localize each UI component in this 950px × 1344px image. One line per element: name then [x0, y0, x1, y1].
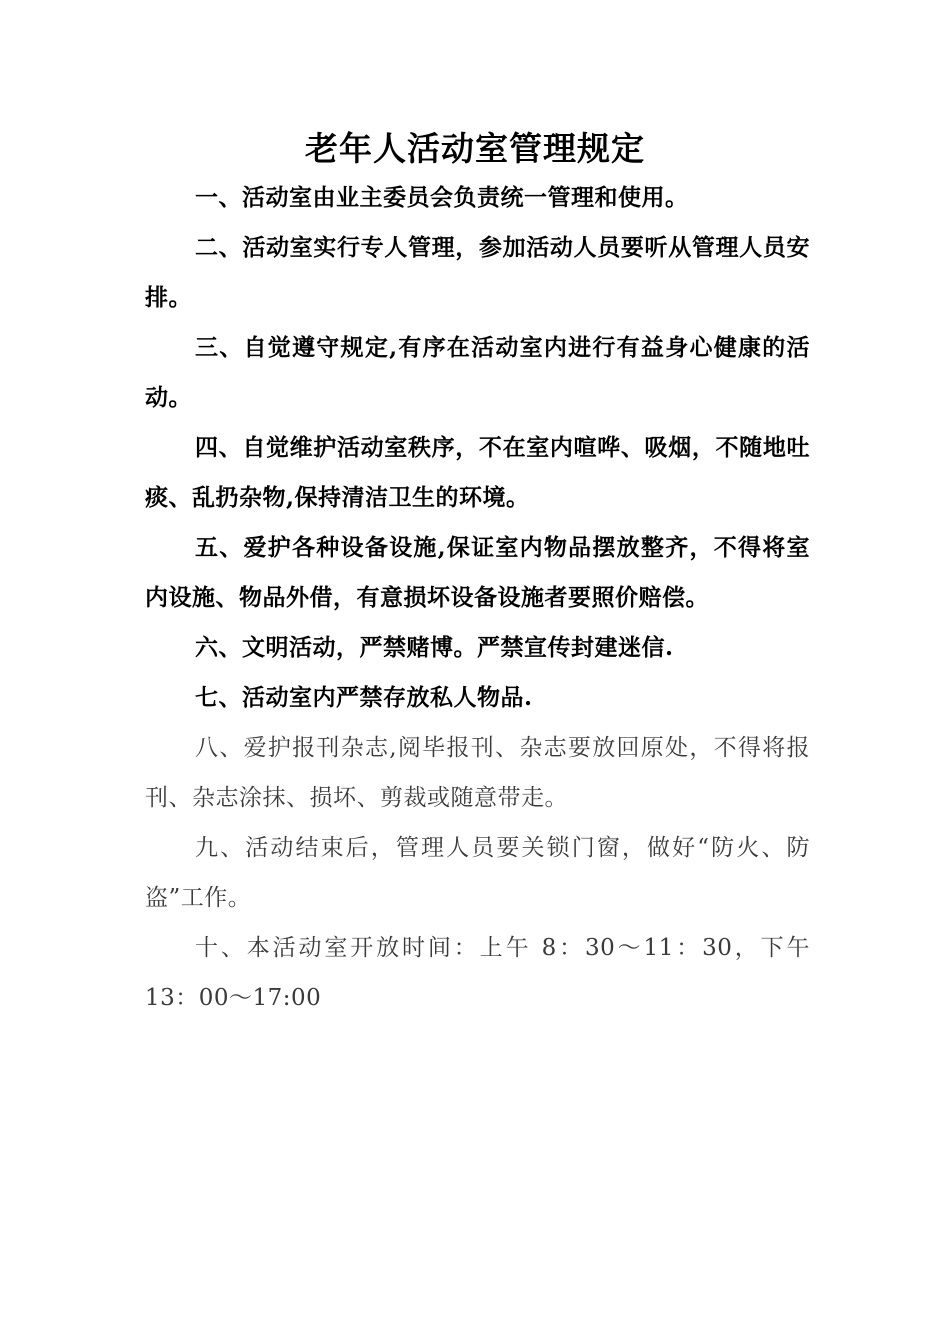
rule-paragraph-7: 七、活动室内严禁存放私人物品. [195, 684, 533, 711]
rule-paragraph-3: 三、自觉遵守规定,有序在活动室内进行有益身心健康的活动。 [145, 334, 810, 411]
rule-paragraph-10: 十、本活动室开放时间：上午 8：30～11：30，下午 13：00～17:00 [145, 935, 810, 1011]
document-title: 老年人活动室管理规定 [305, 129, 645, 168]
document-body [145, 173, 810, 1023]
rule-paragraph-4: 四、自觉维护活动室秩序，不在室内喧哗、吸烟，不随地吐痰、乱扔杂物,保持清洁卫生的环境。 [145, 434, 810, 511]
rule-paragraph-6: 六、文明活动，严禁赌博。严禁宣传封建迷信. [195, 634, 674, 661]
rule-paragraph-2: 二、活动室实行专人管理，参加活动人员要听从管理人员安排。 [145, 234, 810, 311]
rule-paragraph-5: 五、爱护各种设备设施,保证室内物品摆放整齐，不得将室内设施、物品外借，有意损坏设备设施者要照价赔偿。 [145, 534, 810, 611]
rule-paragraph-8: 八、爱护报刊杂志,阅毕报刊、杂志要放回原处，不得将报刊、杂志涂抹、损坏、剪裁或随意带走。 [145, 735, 810, 811]
rule-paragraph-1: 一、活动室由业主委员会负责统一管理和使用。 [195, 184, 689, 211]
rule-paragraph-9: 九、活动结束后，管理人员要关锁门窗，做好“防火、防盗”工作。 [145, 835, 810, 911]
